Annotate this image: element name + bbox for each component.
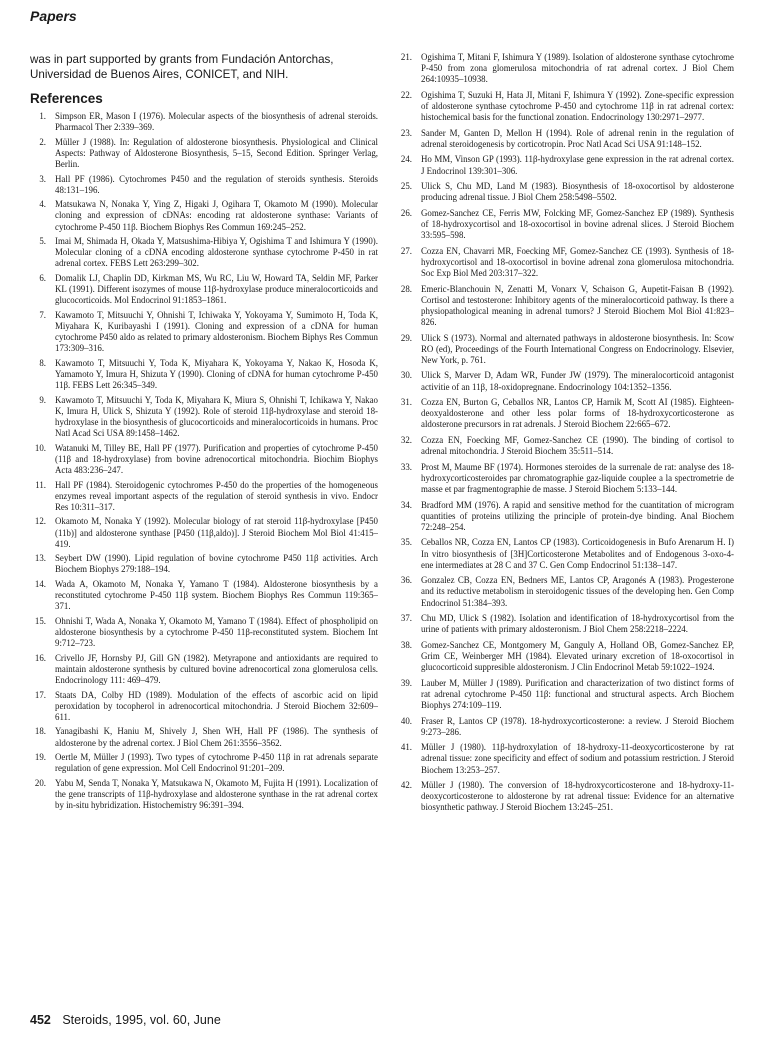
reference-number: 23. [400,127,412,138]
right-column [396,52,734,818]
reference-text: Kawamoto T, Mitsuuchi Y, Toda K, Miyahara K, Miura S, Ohnishi T, Ichikawa Y, Nakao K, Imura H, Ulick S, Shizuta Y (1992). Role of steroid 11β-hydroxylase and steroid 18-hydroxylase in the biosynthesis of glucocorticoids and mineralocorticoids in humans. Proc Natl Acad Sci USA 89:1458–1462. [55,394,378,439]
reference-item [30,616,378,649]
reference-text: Bradford MM (1976). A rapid and sensitive method for the cuantitation of microgram quantities of proteins utilizing the principle of protein-dye binding. Anal Biochem 72:248–254. [421,499,734,532]
reference-text: Chu MD, Ulick S (1982). Isolation and identification of 18-hydroxycortisol from the urine of patients with primary aldosteronism. J Biol Chem 258:2218–2224. [421,613,734,635]
reference-text: Sander M, Ganten D, Mellon H (1994). Role of adrenal renin in the regulation of adrenal steroidogenesis by corticotropin. Proc Natl Acad Sci USA 91:148–152. [421,127,734,149]
reference-number: 22. [400,89,412,100]
reference-number: 33. [400,461,412,472]
reference-number: 36. [400,575,412,586]
reference-item [396,780,734,813]
reference-number: 39. [400,677,412,688]
reference-number: 3. [39,173,46,184]
reference-text: Ogishima T, Mitani F, Ishimura Y (1989). Isolation of aldosterone synthase cytochrome P-450 from zona glomerulosa mitochondria of rat adrenal cortex. J Biol Chem 264:10935–10938. [421,52,734,85]
reference-item [30,516,378,549]
reference-text: Watanuki M, Tilley BE, Hall PF (1977). Purification and properties of cytochrome P-450 (11β and 18-hydroxylase) from bovine adrenocortical mitochondria. Biochim Biophys Acta 483:236–247. [55,442,378,476]
reference-item [396,462,734,495]
reference-text: Müller J (1980). The conversion of 18-hydroxycorticosterone and 18-hydroxy-11-deoxycorticosterone to aldosterone by rat adrenal tissue: Evidence for an alternative biosynthetic pathway. J Steroid Biochem 13:245–251. [421,780,734,813]
page-footer [30,1013,221,1027]
reference-item [30,690,378,723]
reference-number: 24. [400,154,412,165]
reference-item [396,742,734,775]
reference-text: Cozza EN, Foecking MF, Gomez-Sanchez CE (1990). The binding of cortisol to adrenal mitochondria. J Steroid Biochem 35:511–514. [421,434,734,457]
reference-number: 2. [39,136,46,147]
reference-number: 40. [400,715,412,726]
reference-number: 37. [400,613,412,624]
reference-number: 38. [400,639,412,650]
reference-text: Müller J (1988). In: Regulation of aldosterone biosynthesis. Physiological and Clinical Aspects: Pathway of Aldosterone Biosynthesis, 5–15, Second Edition. Springer Verlag, Berlin. [55,136,378,170]
reference-item [30,579,378,612]
reference-text: Ulick S, Chu MD, Land M (1983). Biosynthesis of 18-oxocortisol by aldosterone producing adrenal tissue. J Biol Chem 258:5498–5502. [421,181,734,203]
reference-item [396,575,734,608]
reference-number: 34. [400,499,412,510]
reference-number: 31. [400,397,412,408]
reference-text: Hall PF (1984). Steroidogenic cytochromes P-450 do the properties of the homogeneous enzymes reveal important aspects of the regulation of steroid synthesis in vivo. Endocr Res 10:311–317. [55,479,378,512]
journal-citation: Steroids, 1995, vol. 60, June [62,1013,221,1027]
reference-item [396,284,734,329]
reference-number: 7. [39,309,46,320]
reference-item [396,52,734,85]
reference-text: Staats DA, Colby HD (1989). Modulation of the effects of ascorbic acid on lipid peroxidation by tocopherol in adrenocortical mitochondria. J Steroid Biochem 32:609–611. [55,689,378,722]
reference-item [396,181,734,203]
reference-list-left [30,111,378,811]
reference-number: 41. [400,742,412,753]
reference-item [30,778,378,811]
reference-item [30,310,378,355]
reference-item [30,553,378,575]
reference-item [396,716,734,738]
reference-number: 27. [400,245,412,256]
left-column [30,52,378,815]
reference-item [30,653,378,686]
reference-number: 20. [34,777,46,788]
reference-number: 1. [39,111,46,121]
reference-text: Yanagibashi K, Haniu M, Shively J, Shen WH, Hall PF (1986). The synthesis of aldosterone by the adrenal cortex. J Biol Chem 261:3556–3562. [55,726,378,748]
reference-text: Gonzalez CB, Cozza EN, Bedners ME, Lantos CP, Aragonés A (1983). Progesterone and its reductive metabolism in steroidogenic tissues of the developing hen. Gen Comp Endocrinol 51:384–393. [421,575,734,608]
reference-item [30,174,378,196]
reference-number: 17. [34,689,46,700]
reference-text: Lauber M, Müller J (1989). Purification and characterization of two distinct forms of rat adrenal cytochrome P-450 11β: functional and structural aspects. Arch Biochem Biophys 274:109–119. [421,677,734,710]
reference-item [30,358,378,391]
reference-text: Yabu M, Senda T, Nonaka Y, Matsukawa N, Okamoto M, Fujita H (1991). Localization of the gene transcripts of 11β-hydroxylase and aldosterone synthase in the rat adrenal cortex by in-situ hybridization. Histochemistry 96:391–394. [55,777,378,811]
reference-number: 10. [34,442,46,453]
reference-item [396,678,734,711]
reference-number: 13. [34,553,46,564]
reference-number: 15. [34,615,46,626]
reference-item [396,613,734,635]
reference-text: Seybert DW (1990). Lipid regulation of bovine cytochrome P450 11β activities. Arch Biochem Biophys 279:188–194. [55,553,378,575]
page-number: 452 [30,1013,51,1027]
reference-number: 14. [34,579,46,590]
reference-text: Okamoto M, Nonaka Y (1992). Molecular biology of rat steroid 11β-hydroxylase [P450 (11b)] and aldosterone synthase [P450 (11β,aldo)]. J Steroid Biochem Mol Biol 41:415–419. [55,516,378,549]
reference-text: Ohnishi T, Wada A, Nonaka Y, Okamoto M, Yamano T (1984). Effect of phospholipid on aldosterone biosynthesis by a cytochrome P-450 11β-reconstituted system. Biochem Int 9:712–723. [55,615,378,649]
reference-number: 11. [35,479,46,490]
section-label: Papers [30,8,77,24]
reference-text: Matsukawa N, Nonaka Y, Ying Z, Higaki J, Ogihara T, Okamoto M (1990). Molecular cloning and expression of cDNAs: encoding rat aldosterone synthase: Variants of cytochrome P-450 11β. Biochem Biophys Res Commun 169:245–252. [55,199,378,232]
reference-number: 19. [34,752,46,763]
reference-item [30,199,378,232]
reference-number: 9. [39,394,46,405]
reference-number: 5. [39,236,46,247]
reference-item [30,137,378,170]
reference-number: 35. [400,537,412,548]
reference-item [396,154,734,176]
reference-number: 18. [34,726,46,737]
reference-item [30,273,378,306]
reference-text: Crivello JF, Hornsby PJ, Gill GN (1982). Metyrapone and antioxidants are required to maintain aldosterone synthesis by cultured bovine adrenocortical zona glomerulosa cells. Endocrinology 111: 469–479. [55,652,378,686]
reference-number: 4. [39,199,46,210]
reference-text: Prost M, Maume BF (1974). Hormones steroides de la surrenale de rat: analyse des 18-hydroxycorticosteroides par chromatographie gaz-liquide couplee a la spectrometrie de masse et par fragmentographie de masse. J Steroid Biochem 5:133–144. [421,461,734,494]
reference-text: Gomez-Sanchez CE, Ferris MW, Folcking MF, Gomez-Sanchez EP (1989). Synthesis of 18-hydroxycortisol and 18-oxocortisol in bovine adrenal slices. J Steroid Biochem 33:595–598. [421,207,734,241]
reference-text: Ceballos NR, Cozza EN, Lantos CP (1983). Corticoidogenesis in Bufo Arenarum H. I) In vitro biosynthesis of [3H]Corticosterone Metabolites and of Endogenous 3-oxo-4-ene intermediates at 28 C and 37 C. Gen Comp Endocrinol 51:138–147. [421,537,734,570]
reference-item [30,395,378,440]
reference-text: Imai M, Shimada H, Okada Y, Matsushima-Hibiya Y, Ogishima T and Ishimura Y (1990). Molecular cloning of a cDNA encoding aldosterone synthase cytochrome P-450 in rat adrenal cortex. FEBS Lett 263:299–302. [55,236,378,269]
reference-text: Fraser R, Lantos CP (1978). 18-hydroxycorticosterone: a review. J Steroid Biochem 9:273–286. [421,715,734,737]
reference-number: 25. [400,181,412,192]
reference-text: Simpson ER, Mason I (1976). Molecular aspects of the biosynthesis of adrenal steroids. Pharmacol Ther 2:339–369. [55,111,378,133]
reference-text: Gomez-Sanchez CE, Montgomery M, Ganguly A, Holland OB, Gomez-Sanchez EP, Grim CE, Weinberger MH (1984). Elevated urinary excretion of 18-oxocortisol in glucocorticoid suppresible aldosteronism. J Clin Endocrinol Metab 59:1022–1924. [421,639,734,673]
references-heading: References [30,91,103,106]
reference-item [396,370,734,392]
reference-text: Ogishima T, Suzuki H, Hata JI, Mitani F, Ishimura Y (1992). Zone-specific expression of aldosterone synthase cytochrome P-450 and cytochrome 11β in rat adrenal cortex: histochemical basis for the functional zonation. Endocrinology 130:2971–2977. [421,89,734,123]
reference-text: Cozza EN, Chavarri MR, Foecking MF, Gomez-Sanchez CE (1993). Synthesis of 18-hydroxycortisol and 18-oxocortisol in bovine adrenal zona glomerulosa mitochondria. Soc Exp Biol Med 203:317–322. [421,245,734,278]
reference-item [396,208,734,241]
reference-list-right [396,52,734,814]
reference-item [396,246,734,279]
reference-text: Ulick S (1973). Normal and alternated pathways in aldosterone biosynthesis. In: Scow RO (ed), Proceedings of the Fourth International Congress on Endocrinology. Elsevier, New York, p. 761. [421,332,734,365]
reference-item [30,111,378,133]
reference-item [30,236,378,269]
reference-item [30,480,378,513]
reference-text: Cozza EN, Burton G, Ceballos NR, Lantos CP, Harnik M, Scott AI (1985). Eighteen-deoxyaldosterone and other less polar forms of 18-hydroxycorticosterone as aldosterone precursors in rat adrenals. J Steroid Biochem 22:665–672. [421,397,734,430]
reference-item [396,397,734,430]
reference-text: Müller J (1980). 11β-hydroxylation of 18-hydroxy-11-deoxycorticosterone by rat adrenal tissue: zone specificity and effect of sodium and potassium restriction. J Steroid Biochem 13:253–257. [421,742,734,775]
reference-item [396,333,734,366]
reference-number: 26. [400,207,412,218]
reference-item [30,726,378,748]
reference-item [396,90,734,123]
reference-item [30,752,378,774]
reference-number: 30. [400,370,412,381]
reference-item [396,500,734,533]
reference-number: 21. [400,52,412,62]
reference-text: Emeric-Blanchouin N, Zenatti M, Vonarx V, Schaison G, Aupetit-Faisan B (1992). Cortisol and testosterone: Inhibitory agents of the mineralocorticoid pathway. Is there a physiopathological meaning in adrenal tumors? J Steroid Biochem Mol Biol 41:823–826. [421,283,734,328]
reference-text: Ulick S, Marver D, Adam WR, Funder JW (1979). The mineralocorticoid antagonist activitie of an 11β, 18-oxidopregnane. Endocrinology 104:1352–1356. [421,370,734,392]
reference-number: 29. [400,332,412,343]
reference-item [396,128,734,150]
reference-number: 6. [39,272,46,283]
reference-item [396,640,734,673]
reference-text: Kawamoto T, Mitsuuchi Y, Toda K, Miyahara K, Yokoyama Y, Nakao K, Hosoda K, Yamamoto Y, Imura H, Shizuta Y (1990). Cloning of cDNA for human cytochrome P-450 11β. FEBS Lett 26:345–349. [55,357,378,391]
reference-text: Oertle M, Müller J (1993). Two types of cytochrome P-450 11β in rat adrenals separate regulation of gene expression. Mol Cell Endocrinol 91:201–209. [55,752,378,774]
reference-number: 28. [400,283,412,294]
acknowledgment-text: was in part supported by grants from Fundación Antorchas, Universidad de Buenos Aires, CONICET, and NIH. [30,53,334,81]
reference-number: 16. [34,652,46,663]
reference-number: 12. [34,516,46,527]
reference-text: Wada A, Okamoto M, Nonaka Y, Yamano T (1984). Aldosterone biosynthesis by a reconstituted cytochrome P-450 11β system. Biochem Biophys Res Commun 119:365–371. [55,579,378,612]
reference-text: Kawamoto T, Mitsuuchi Y, Ohnishi T, Ichiwaka Y, Yokoyama Y, Sumimoto H, Toda K, Miyahara K, Kuribayashi I (1991). Cloning and expression of a cDNA for human cytochrome P450 aldo as related to primary aldosteronism. Biochem Biphys Res Commun 173:309–316. [55,309,378,354]
reference-text: Ho MM, Vinson GP (1993). 11β-hydroxylase gene expression in the rat adrenal cortex. J Endocrinol 139:301–306. [421,154,734,176]
reference-text: Hall PF (1986). Cytochromes P450 and the regulation of steroids synthesis. Steroids 48:131–196. [55,173,378,195]
reference-item [396,537,734,570]
reference-number: 8. [39,357,46,368]
reference-item [30,443,378,476]
reference-item [396,435,734,457]
reference-text: Domalik LJ, Chaplin DD, Kirkman MS, Wu RC, Liu W, Howard TA, Seldin MF, Parker KL (1991). Different isozymes of mouse 11β-hydroxylase produce mineralocorticoids and glucocorticoids. Mol Endocrinol 91:1853–1861. [55,272,378,306]
reference-number: 42. [400,780,412,791]
reference-number: 32. [400,434,412,445]
